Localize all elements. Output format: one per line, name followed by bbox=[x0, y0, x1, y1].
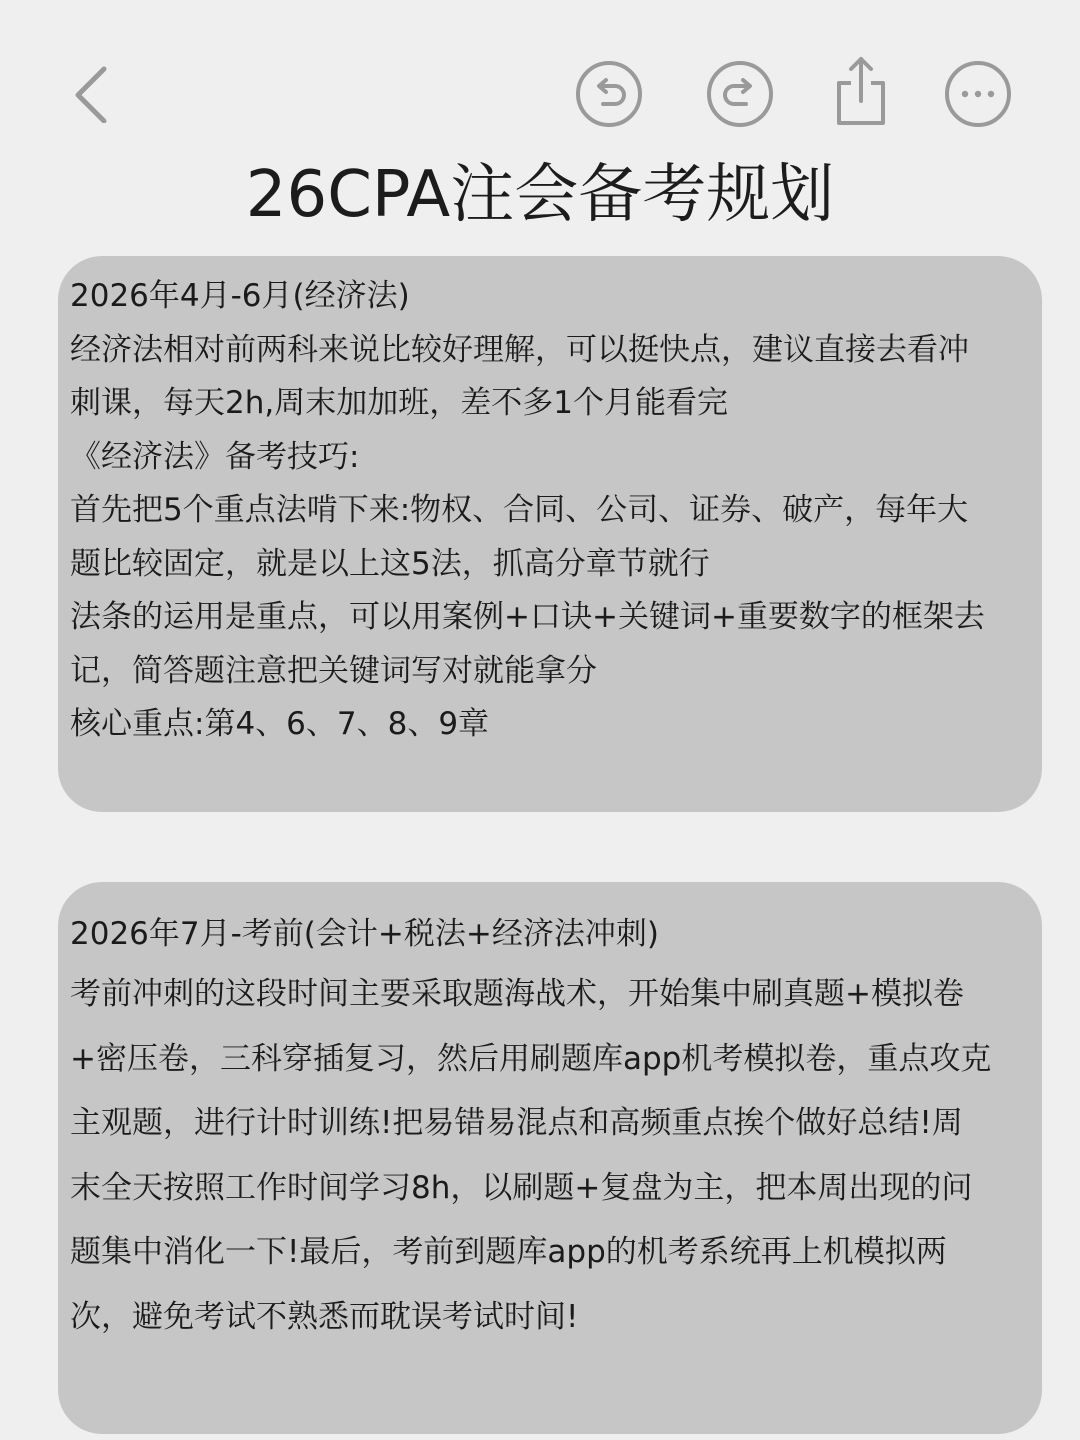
card-heading: 2026年4月-6月(经济法) bbox=[70, 278, 410, 314]
card-text-line: 考前冲刺的这段时间主要采取题海战术，开始集中刷真题+模拟卷 bbox=[70, 976, 964, 1012]
card-text-line: 次，避免考试不熟悉而耽误考试时间! bbox=[70, 1298, 579, 1335]
card-text-line: +密压卷，三科穿插复习，然后用刷题库app机考模拟卷，重点攻克 bbox=[70, 1040, 992, 1077]
study-plan-card-economic-law bbox=[58, 256, 1042, 812]
back-button[interactable] bbox=[60, 58, 120, 128]
card-text-line: 经济法相对前两科来说比较好理解，可以挺快点，建议直接去看冲 bbox=[70, 331, 969, 368]
card-text-line: 刺课，每天2h,周末加加班，差不多1个月能看完 bbox=[70, 385, 728, 421]
card-text-line: 末全天按照工作时间学习8h，以刷题+复盘为主，把本周出现的问 bbox=[70, 1169, 973, 1206]
redo-button[interactable] bbox=[706, 60, 774, 128]
study-plan-card-sprint bbox=[58, 882, 1042, 1434]
page-title: 26CPA注会备考规划 bbox=[245, 158, 835, 232]
card-heading: 2026年7月-考前(会计+税法+经济法冲刺) bbox=[70, 916, 659, 952]
card-text-line: 法条的运用是重点，可以用案例+口诀+关键词+重要数字的框架去 bbox=[70, 599, 985, 635]
undo-icon bbox=[575, 60, 643, 128]
card-text-line: 《经济法》备考技巧: bbox=[70, 438, 360, 475]
toolbar bbox=[0, 0, 1080, 150]
card-text-line: 记，简答题注意把关键词写对就能拿分 bbox=[70, 652, 597, 689]
undo-button[interactable] bbox=[575, 60, 643, 128]
share-icon bbox=[831, 53, 891, 127]
share-button[interactable] bbox=[830, 52, 892, 128]
chevron-left-icon bbox=[70, 63, 110, 123]
more-button[interactable] bbox=[944, 60, 1012, 128]
card-text-line: 核心重点:第4、6、7、8、9章 bbox=[70, 706, 490, 742]
card-text-line: 题比较固定，就是以上这5法，抓高分章节就行 bbox=[70, 545, 710, 582]
redo-icon bbox=[706, 60, 774, 128]
more-icon bbox=[944, 60, 1012, 128]
card-text-line: 主观题，进行计时训练!把易错易混点和高频重点挨个做好总结!周 bbox=[70, 1105, 963, 1141]
card-text-line: 题集中消化一下!最后，考前到题库app的机考系统再上机模拟两 bbox=[70, 1234, 947, 1270]
card-text-line: 首先把5个重点法啃下来:物权、合同、公司、证券、破产，每年大 bbox=[70, 492, 969, 528]
